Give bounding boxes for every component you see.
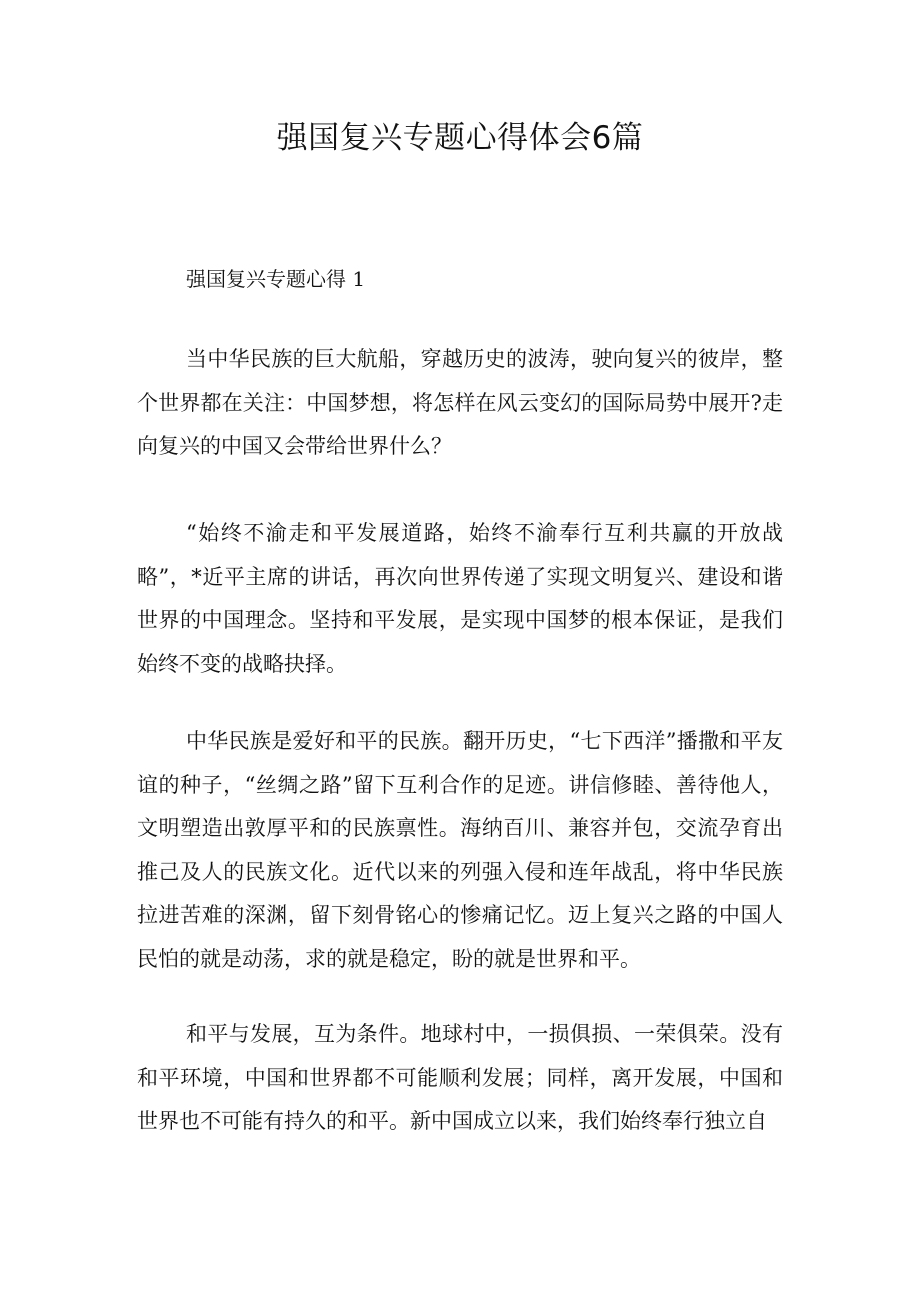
paragraph-1: 当中华民族的巨大航船，穿越历史的波涛，驶向复兴的彼岸，整个世界都在关注：中国梦想，将怎样在风云变幻的国际局势中展开?走向复兴的中国又会带给世界什么？ bbox=[137, 347, 783, 458]
paragraph-3: 中华民族是爱好和平的民族。翻开历史，“七下西洋”播撒和平友谊的种子，“丝绸之路”留下互利合作的足迹。讲信修睦、善待他人，文明塑造出敦厚平和的民族禀性。海纳百川、兼容并包，交流孕育出推己及人的民族文化。近代以来的列强入侵和连年战乱，将中华民族拉进苦难的深渊，留下刻骨铭心的惨痛记忆。迈上复兴之路的中国人民怕的就是动荡，求的就是稳定，盼的就是世界和平。 bbox=[137, 729, 783, 971]
paragraph-2: “始终不渝走和平发展道路，始终不渝奉行互利共赢的开放战略”，*近平主席的讲话，再次向世界传递了实现文明复兴、建设和谐世界的中国理念。坚持和平发展，是实现中国梦的根本保证，是我们始终不变的战略抉择。 bbox=[137, 521, 783, 676]
document-title: 强国复兴专题心得体会6篇 bbox=[276, 120, 644, 156]
paragraph-4: 和平与发展，互为条件。地球村中，一损俱损、一荣俱荣。没有和平环境，中国和世界都不可能顺利发展；同样，离开发展，中国和世界也不可能有持久的和平。新中国成立以来，我们始终奉行独立自 bbox=[137, 1022, 783, 1133]
section-heading: 强国复兴专题心得 1 bbox=[186, 267, 366, 291]
